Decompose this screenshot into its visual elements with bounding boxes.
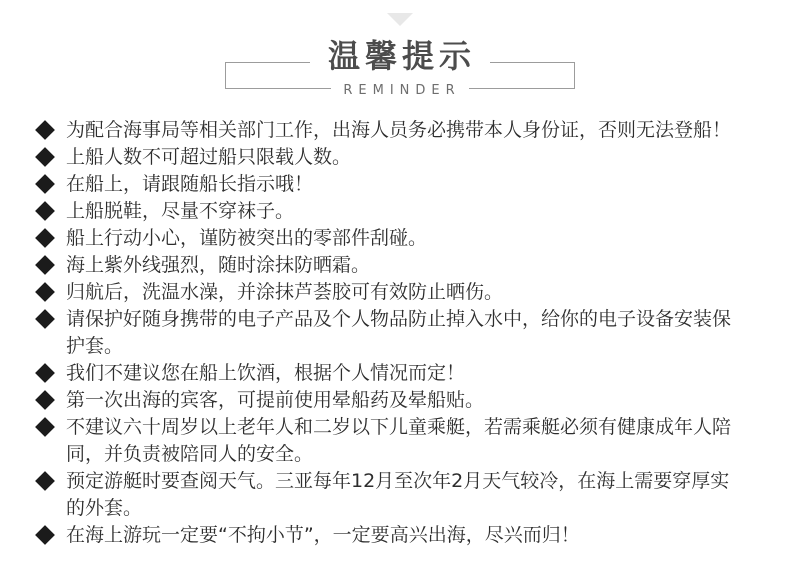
list-item	[34, 198, 786, 225]
list-item-text: 海上紫外线强烈，随时涂抹防晒霜。	[66, 254, 371, 276]
list-item-text: 请保护好随身携带的电子产品及个人物品防止掉入水中，给你的电子设备安装保	[66, 308, 732, 330]
list-item-text: 第一次出海的宾客，可提前使用晕船药及晕船贴。	[66, 389, 485, 411]
down-triangle-icon	[387, 13, 413, 26]
notice-list	[34, 117, 786, 549]
list-item-text: 在海上游玩一定要“不拘小节”，一定要高兴出海，尽兴而归！	[66, 524, 580, 546]
diamond-bullet-icon	[35, 282, 55, 302]
list-item	[34, 225, 786, 252]
list-item-text: 不建议六十周岁以上老年人和二岁以下儿童乘艇，若需乘艇必须有健康成年人陪	[66, 416, 732, 438]
diamond-bullet-icon	[35, 201, 55, 221]
diamond-bullet-icon	[35, 417, 55, 437]
list-item	[34, 279, 786, 306]
list-item-text: 同，并负责被陪同人的安全。	[66, 443, 314, 465]
list-item	[34, 117, 786, 144]
list-item	[34, 171, 786, 198]
list-item-text: 在船上，请跟随船长指示哦！	[66, 173, 314, 195]
list-item-text: 护套。	[66, 335, 124, 357]
diamond-bullet-icon	[35, 525, 55, 545]
list-item-text: 船上行动小心，谨防被突出的零部件刮碰。	[66, 227, 428, 249]
page-subtitle-text: REMINDER	[331, 83, 468, 99]
list-item	[34, 414, 786, 468]
list-item-text: 上船人数不可超过船只限载人数。	[66, 146, 352, 168]
page-subtitle	[0, 79, 800, 99]
list-item	[34, 252, 786, 279]
list-item	[34, 387, 786, 414]
diamond-bullet-icon	[35, 147, 55, 167]
list-item	[34, 522, 786, 549]
list-item	[34, 306, 786, 360]
page-title-text: 温馨提示	[310, 38, 490, 74]
diamond-bullet-icon	[35, 228, 55, 248]
list-item-text: 我们不建议您在船上饮酒，根据个人情况而定！	[66, 362, 466, 384]
diamond-bullet-icon	[35, 363, 55, 383]
diamond-bullet-icon	[35, 120, 55, 140]
page-title	[0, 38, 800, 74]
list-item	[34, 360, 786, 387]
list-item-text: 上船脱鞋，尽量不穿袜子。	[66, 200, 295, 222]
list-item	[34, 468, 786, 522]
list-item-text: 归航后，洗温水澡，并涂抹芦荟胶可有效防止晒伤。	[66, 281, 504, 303]
list-item-text: 为配合海事局等相关部门工作，出海人员务必携带本人身份证，否则无法登船！	[66, 119, 732, 141]
diamond-bullet-icon	[35, 255, 55, 275]
diamond-bullet-icon	[35, 309, 55, 329]
list-item-text: 预定游艇时要查阅天气。三亚每年12月至次年2月天气较冷，在海上需要穿厚实	[66, 470, 730, 492]
diamond-bullet-icon	[35, 174, 55, 194]
list-item-text: 的外套。	[66, 497, 143, 519]
diamond-bullet-icon	[35, 471, 55, 491]
list-item	[34, 144, 786, 171]
diamond-bullet-icon	[35, 390, 55, 410]
